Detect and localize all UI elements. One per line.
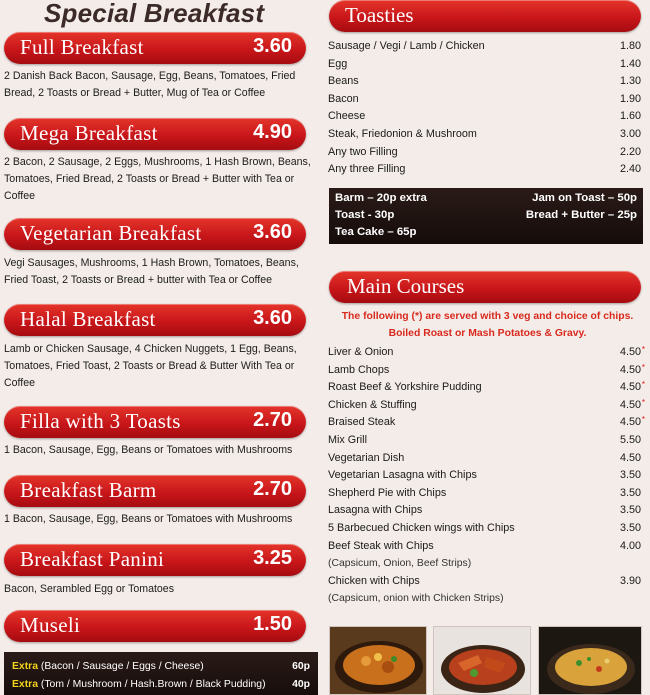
item-price: 1.80	[619, 40, 641, 52]
item-name: Shepherd Pie with Chips	[328, 486, 447, 499]
list-item	[328, 144, 644, 162]
list-item	[328, 467, 644, 485]
item-name: Halal Breakfast	[20, 307, 156, 331]
food-photo-grill	[433, 626, 531, 695]
item-price	[619, 414, 645, 432]
list-item	[328, 73, 644, 91]
item-description: 1 Bacon, Sausage, Egg, Beans or Tomatoes with Mushrooms	[4, 444, 293, 456]
bread-text: Bread + Butter – 25p	[525, 209, 637, 221]
item-name: Vegetarian Dish	[328, 451, 405, 464]
item-name: Chicken & Stuffing	[328, 398, 417, 411]
item-name: Vegetarian Breakfast	[20, 221, 202, 245]
extra-items: (Tom / Mushroom / Hash.Brown / Black Pudding)	[40, 679, 266, 690]
item-description: 2 Danish Back Bacon, Sausage, Egg, Beans, Tomatoes, Fried Bread, 2 Toasts or Bread + Butter, Mug of Tea or Coffee	[4, 70, 296, 99]
item-description: Vegi Sausages, Mushrooms, 1 Hash Brown, Tomatoes, Beans, Fried Toast, 2 Toasts or Bread + butter with Tea or Coffee	[4, 257, 299, 286]
item-price: 4.00	[619, 539, 641, 552]
price-value: 4.50	[619, 363, 641, 376]
star-marker: *	[641, 415, 645, 425]
item-price: 2.20	[619, 145, 641, 158]
extras-box	[4, 652, 318, 695]
extra-price: 60p	[292, 661, 310, 672]
extra-tag: Extra	[12, 679, 41, 690]
item-price: 2.40	[619, 163, 641, 176]
item-name: Full Breakfast	[20, 35, 144, 59]
item-description: 1 Bacon, Sausage, Egg, Beans or Tomatoes with Mushrooms	[4, 513, 293, 525]
item-name: Cheese	[328, 110, 366, 123]
star-marker: *	[641, 345, 645, 354]
item-price: 3.60	[253, 35, 292, 57]
item-name: Beef Steak with Chips	[328, 539, 434, 552]
item-price: 2.70	[253, 478, 292, 500]
list-item	[328, 362, 644, 380]
star-marker: *	[641, 362, 645, 372]
item-price: 3.90	[619, 574, 641, 587]
item-name: Breakfast Panini	[20, 547, 165, 571]
page-title: Special Breakfast	[44, 0, 265, 28]
item-price: 3.50	[619, 469, 641, 482]
list-item	[328, 126, 644, 144]
item-name: Lamb Chops	[328, 363, 390, 376]
item-price: 1.60	[619, 110, 641, 123]
item-price	[619, 362, 645, 380]
item-price: 1.50	[253, 613, 292, 635]
item-banner-breakfast-barm	[4, 475, 306, 507]
item-price	[619, 397, 645, 415]
item-name: Sausage / Vegi / Lamb / Chicken	[328, 40, 485, 52]
section-banner-main-courses	[329, 271, 641, 303]
price-value: 4.50	[619, 346, 641, 358]
item-name: Filla with 3 Toasts	[20, 409, 181, 433]
item-price: 1.30	[619, 75, 641, 88]
item-banner-full-breakfast	[4, 32, 306, 64]
breakfast-column	[0, 0, 320, 695]
item-name: Chicken with Chips	[328, 574, 420, 587]
extra-items: (Bacon / Sausage / Eggs / Cheese)	[40, 661, 204, 672]
list-item	[328, 56, 644, 74]
item-name: Breakfast Barm	[20, 478, 157, 502]
item-name: 5 Barbecued Chicken wings with Chips	[328, 521, 515, 534]
list-item	[328, 38, 644, 56]
toast-text: Toast - 30p	[335, 209, 395, 221]
item-name: Lasagna with Chips	[328, 504, 423, 517]
item-sub-description	[328, 555, 644, 573]
item-banner-halal-breakfast	[4, 304, 306, 336]
item-banner-breakfast-panini	[4, 544, 306, 576]
item-price: 1.40	[619, 57, 641, 70]
item-description: 2 Bacon, 2 Sausage, 2 Eggs, Mushrooms, 1 Hash Brown, Beans, Tomatoes, Fried Bread, 2 Toasts or Bread + Butter with Tea or Coffee	[4, 156, 311, 202]
extra-tag: Extra	[12, 661, 41, 672]
item-name: Any two Filling	[328, 145, 398, 158]
item-description: Lamb or Chicken Sausage, 4 Chicken Nuggets, 1 Egg, Beans, Tomatoes, Fried Toast, 2 Toasts or Bread & Butter With Tea or Coffee	[4, 343, 297, 389]
barm-text: Barm – 20p extra	[335, 192, 427, 204]
item-name: Museli	[20, 613, 81, 637]
item-price: 3.50	[619, 504, 641, 517]
item-name: Braised Steak	[328, 416, 396, 429]
item-name: Any three Filling	[328, 163, 406, 176]
list-item	[328, 573, 644, 591]
list-item	[328, 414, 644, 432]
list-item	[328, 432, 644, 450]
extra-row	[12, 658, 310, 676]
item-price: 4.90	[253, 121, 292, 143]
notice-line: The following (*) are served with 3 veg and choice of chips.	[341, 311, 634, 322]
main-courses-list	[328, 344, 644, 608]
star-marker: *	[641, 397, 645, 407]
item-name: Roast Beef & Yorkshire Pudding	[328, 381, 482, 394]
item-banner-vegetarian-breakfast	[4, 218, 306, 250]
food-photo-curry	[329, 626, 427, 695]
item-name: Mix Grill	[328, 433, 367, 446]
list-item	[328, 450, 644, 468]
item-banner-filla	[4, 406, 306, 438]
section-title: Main Courses	[347, 274, 465, 298]
item-sub-description	[328, 590, 644, 608]
section-title: Toasties	[345, 3, 414, 27]
extra-price: 40p	[292, 679, 310, 690]
list-item	[328, 161, 644, 179]
item-description: Bacon, Serambled Egg or Tomatoes	[4, 583, 174, 595]
item-price: 4.50	[619, 451, 641, 464]
list-item	[328, 379, 644, 397]
item-name: Vegetarian Lasagna with Chips	[328, 469, 477, 482]
list-item	[328, 397, 644, 415]
extra-row	[12, 676, 310, 694]
list-item	[328, 502, 644, 520]
price-value: 4.50	[619, 381, 641, 394]
item-price: 3.60	[253, 307, 292, 329]
item-price: 3.50	[619, 521, 641, 534]
jam-text: Jam on Toast – 50p	[532, 192, 637, 204]
item-name: Beans	[328, 75, 359, 88]
list-item	[328, 91, 644, 109]
list-item	[328, 108, 644, 126]
item-price: 3.60	[253, 221, 292, 243]
chicken-sub-text: (Capsicum, onion with Chicken Strips)	[328, 593, 504, 605]
notice-line: Boiled Roast or Mash Potatoes & Gravy.	[388, 328, 587, 339]
section-banner-toasties	[329, 0, 641, 32]
item-name: Egg	[328, 57, 348, 70]
list-item	[328, 538, 644, 556]
toasties-list	[328, 38, 644, 179]
item-name: Steak, Friedonion & Mushroom	[328, 127, 477, 140]
item-price	[619, 379, 645, 397]
right-column	[325, 0, 650, 695]
item-banner-museli	[4, 610, 306, 642]
item-price: 3.00	[619, 127, 641, 140]
item-name: Bacon	[328, 92, 359, 105]
price-value: 4.50	[619, 416, 641, 429]
item-price: 3.25	[253, 547, 292, 569]
item-price: 5.50	[619, 433, 641, 446]
list-item	[328, 485, 644, 503]
item-price: 1.90	[619, 92, 641, 105]
item-price: 2.70	[253, 409, 292, 431]
item-price	[619, 344, 645, 362]
teacake-text: Tea Cake – 65p	[335, 226, 417, 238]
bakery-box	[329, 188, 643, 244]
list-item	[328, 520, 644, 538]
star-marker: *	[641, 380, 645, 390]
beef-sub-text: (Capsicum, Onion, Beef Strips)	[328, 558, 472, 570]
item-name: Mega Breakfast	[20, 121, 158, 145]
item-banner-mega-breakfast	[4, 118, 306, 150]
price-value: 4.50	[619, 398, 641, 411]
list-item	[328, 344, 644, 362]
food-photo-rice	[538, 626, 642, 695]
item-name: Liver & Onion	[328, 346, 394, 358]
item-price: 3.50	[619, 486, 641, 499]
